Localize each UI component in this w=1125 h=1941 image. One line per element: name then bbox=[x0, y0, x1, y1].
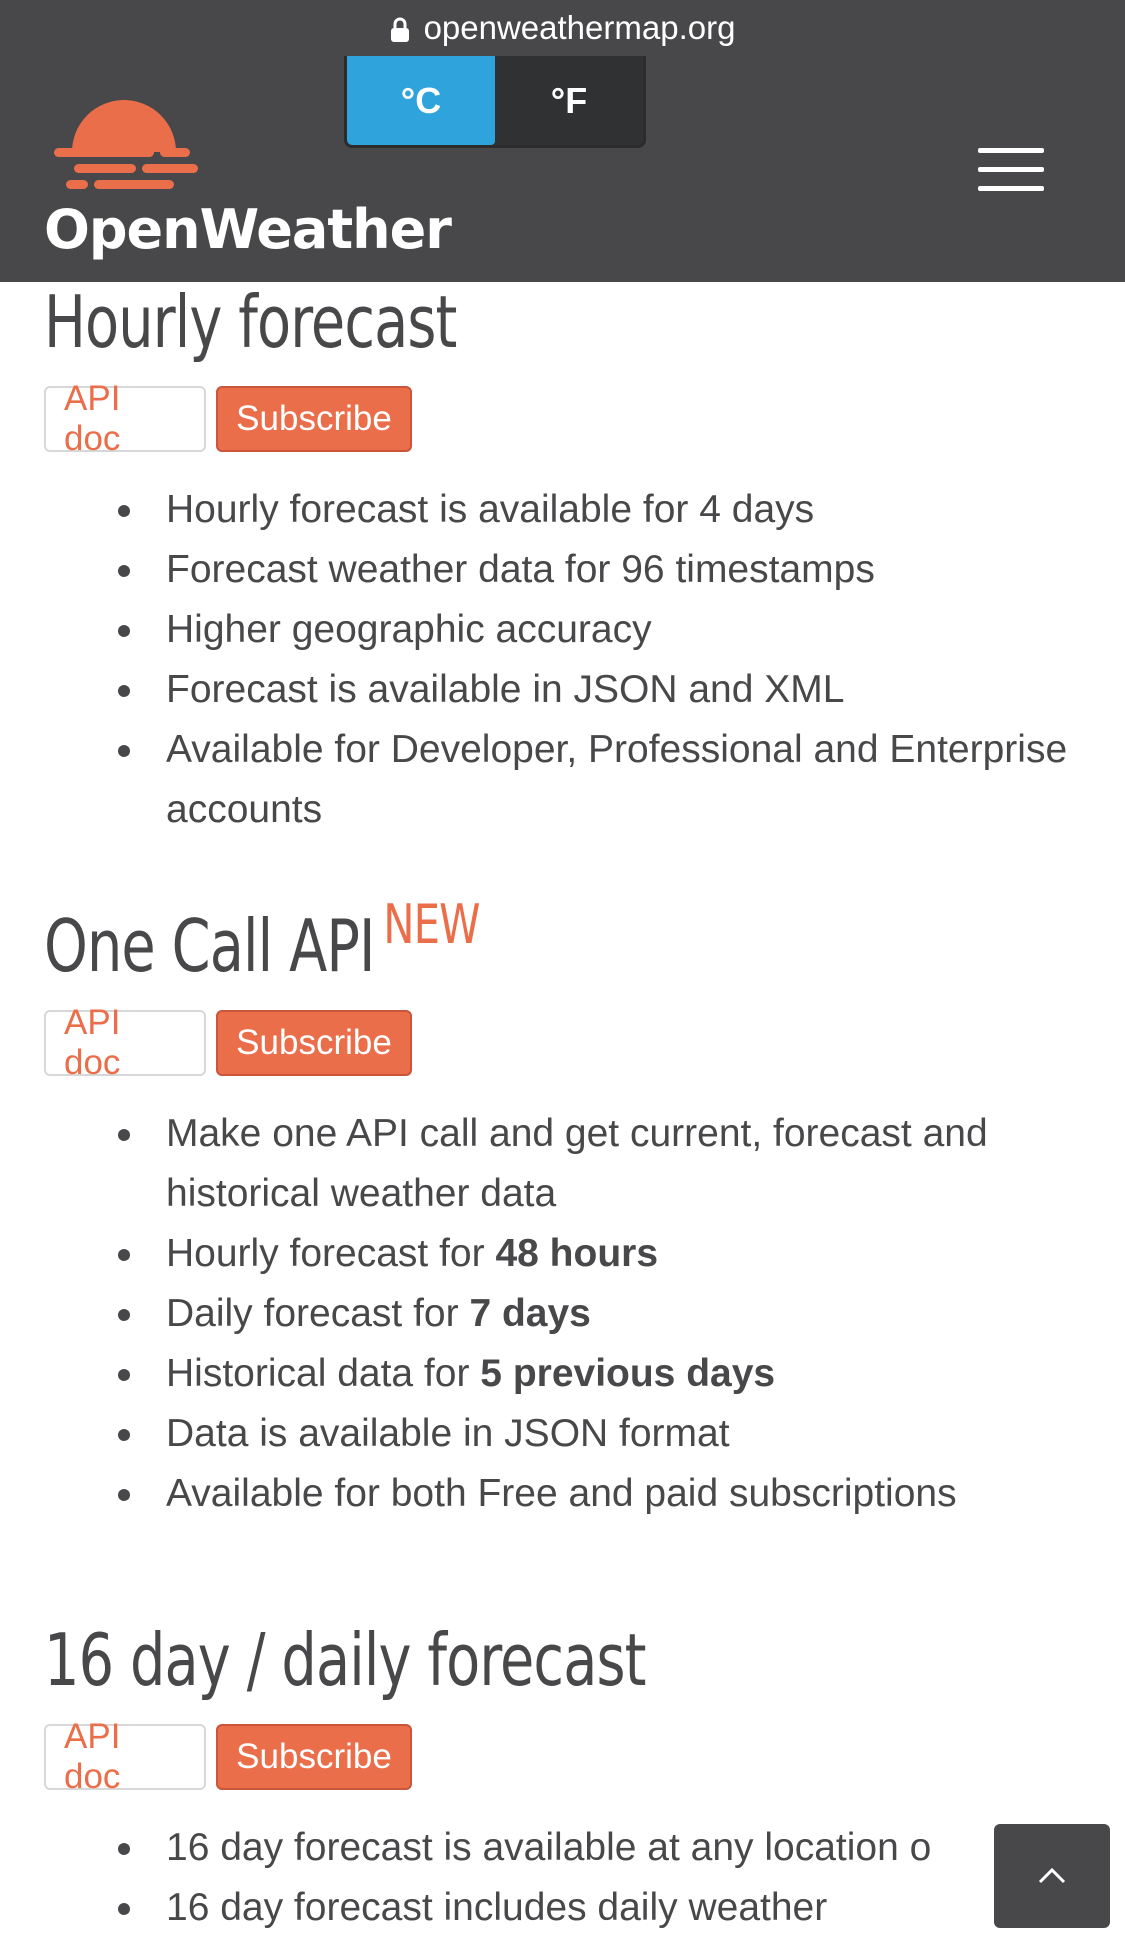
list-item: Forecast is available in JSON and XML bbox=[118, 660, 1078, 720]
hourly-forecast-feature-list bbox=[118, 480, 1078, 840]
new-badge: NEW bbox=[383, 893, 480, 956]
subscribe-button[interactable]: Subscribe bbox=[216, 1724, 412, 1790]
subscribe-button[interactable]: Subscribe bbox=[216, 1010, 412, 1076]
api-doc-button[interactable]: API doc bbox=[44, 1010, 206, 1076]
section-title-text: One Call API bbox=[44, 904, 375, 988]
list-item: Forecast weather data for 96 timestamps bbox=[118, 540, 1078, 600]
list-item: Historical data for 5 previous days bbox=[118, 1344, 1078, 1404]
daily-forecast-buttons bbox=[44, 1717, 412, 1796]
section-title-16-day-forecast: 16 day / daily forecast bbox=[44, 1618, 646, 1702]
url-text: openweathermap.org bbox=[423, 9, 736, 46]
api-doc-button[interactable]: API doc bbox=[44, 386, 206, 452]
list-item: Available for Developer, Professional and Enterprise accounts bbox=[118, 720, 1078, 840]
subscribe-button[interactable]: Subscribe bbox=[216, 386, 412, 452]
section-title-one-call-api bbox=[44, 893, 480, 988]
logo-wordmark: OpenWeather bbox=[44, 198, 451, 261]
lock-icon bbox=[390, 17, 410, 43]
list-item: Daily forecast for 7 days bbox=[118, 1284, 1078, 1344]
scroll-to-top-button[interactable] bbox=[994, 1824, 1110, 1928]
sun-logo-icon bbox=[44, 86, 204, 196]
list-item: Available for both Free and paid subscriptions bbox=[118, 1464, 1078, 1524]
browser-url-bar[interactable] bbox=[0, 0, 1125, 56]
api-doc-button[interactable]: API doc bbox=[44, 1724, 206, 1790]
site-header bbox=[0, 56, 1125, 282]
list-item: Hourly forecast is available for 4 days bbox=[118, 480, 1078, 540]
unit-celsius-option[interactable]: °C bbox=[347, 56, 495, 145]
hourly-forecast-buttons bbox=[44, 379, 412, 458]
list-item: 16 day forecast includes daily weather bbox=[118, 1878, 1078, 1938]
list-item: Hourly forecast for 48 hours bbox=[118, 1224, 1078, 1284]
chevron-up-icon bbox=[1037, 1866, 1067, 1886]
section-title-hourly-forecast: Hourly forecast bbox=[44, 280, 457, 364]
temperature-unit-toggle[interactable] bbox=[344, 56, 646, 148]
list-item: Higher geographic accuracy bbox=[118, 600, 1078, 660]
daily-forecast-feature-list bbox=[118, 1818, 1078, 1938]
list-item: Make one API call and get current, forecast and historical weather data bbox=[118, 1104, 1078, 1224]
list-item: 16 day forecast is available at any location o bbox=[118, 1818, 1078, 1878]
one-call-api-buttons bbox=[44, 1003, 412, 1082]
hamburger-menu-icon[interactable] bbox=[978, 148, 1048, 198]
list-item: Data is available in JSON format bbox=[118, 1404, 1078, 1464]
one-call-api-feature-list bbox=[118, 1104, 1078, 1524]
unit-fahrenheit-option[interactable]: °F bbox=[550, 79, 588, 121]
